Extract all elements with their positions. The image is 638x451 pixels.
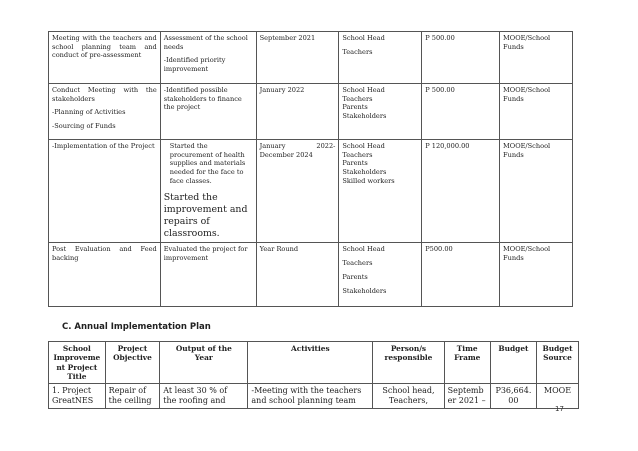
header-output: Output of the Year bbox=[160, 342, 248, 384]
activities-cell: -Meeting with the teachers and school planning team bbox=[248, 384, 373, 409]
source-cell: MOOE/School Funds bbox=[500, 32, 573, 84]
source-cell: MOOE/School Funds bbox=[500, 243, 573, 307]
objective-cell: -Identified possible stakeholders to finance the project bbox=[160, 84, 256, 140]
project-title-cell: 1. Project GreatNES bbox=[49, 384, 106, 409]
source-cell: MOOE/School Funds bbox=[500, 84, 573, 140]
page-number: 17 bbox=[555, 405, 564, 413]
persons-cell: School Head Teachers Parents Stakeholders bbox=[339, 243, 422, 307]
budget-cell: P 500.00 bbox=[422, 32, 500, 84]
objective-cell: Assessment of the school needs -Identified priority improvement bbox=[160, 32, 256, 84]
time-cell: January 2022 bbox=[256, 84, 339, 140]
objective-cell: Started the procurement of health supplies and materials needed for the face to face classes. Started the improvement and repairs of classrooms. bbox=[160, 140, 256, 243]
header-time-frame: Time Frame bbox=[444, 342, 490, 384]
activity-cell: Conduct Meeting with the stakeholders -Planning of Activities -Sourcing of Funds bbox=[49, 84, 161, 140]
budget-cell: P 120,000.00 bbox=[422, 140, 500, 243]
persons-cell: School Head Teachers Parents Stakeholders Skilled workers bbox=[339, 140, 422, 243]
persons-cell: School Head Teachers Parents Stakeholders bbox=[339, 84, 422, 140]
table-header-row bbox=[49, 342, 579, 384]
header-project-title: School Improveme nt Project Title bbox=[49, 342, 106, 384]
activity-cell: Meeting with the teachers and school planning team and conduct of pre-assessment bbox=[49, 32, 161, 84]
annual-implementation-plan-table bbox=[48, 341, 579, 409]
table-row bbox=[49, 243, 573, 307]
action-plan-table bbox=[48, 31, 573, 307]
table-row bbox=[49, 140, 573, 243]
objective-cell: Evaluated the project for improvement bbox=[160, 243, 256, 307]
header-project-objective: Project Objective bbox=[105, 342, 160, 384]
header-activities: Activities bbox=[248, 342, 373, 384]
header-budget-source: Budget Source bbox=[536, 342, 578, 384]
time-cell: January 2022-December 2024 bbox=[256, 140, 339, 243]
table-row bbox=[49, 84, 573, 140]
persons-cell: School Head Teachers bbox=[339, 32, 422, 84]
time-frame-cell: Septemb er 2021 – bbox=[444, 384, 490, 409]
time-cell: Year Round bbox=[256, 243, 339, 307]
header-persons: Person/s responsible bbox=[373, 342, 444, 384]
budget-cell: P500.00 bbox=[422, 243, 500, 307]
header-budget: Budget bbox=[490, 342, 536, 384]
budget-cell: P 500.00 bbox=[422, 84, 500, 140]
output-cell: At least 30 % of the roofing and bbox=[160, 384, 248, 409]
persons-cell: School head, Teachers, bbox=[373, 384, 444, 409]
time-cell: September 2021 bbox=[256, 32, 339, 84]
section-heading: C. Annual Implementation Plan bbox=[62, 322, 211, 332]
table-row bbox=[49, 384, 579, 409]
table-row bbox=[49, 32, 573, 84]
activity-cell: -Implementation of the Project bbox=[49, 140, 161, 243]
source-cell: MOOE/School Funds bbox=[500, 140, 573, 243]
activity-cell: Post Evaluation and Feed backing bbox=[49, 243, 161, 307]
objective-cell: Repair of the ceiling bbox=[105, 384, 160, 409]
budget-source-cell: MOOE bbox=[536, 384, 578, 409]
budget-cell: P36,664. 00 bbox=[490, 384, 536, 409]
